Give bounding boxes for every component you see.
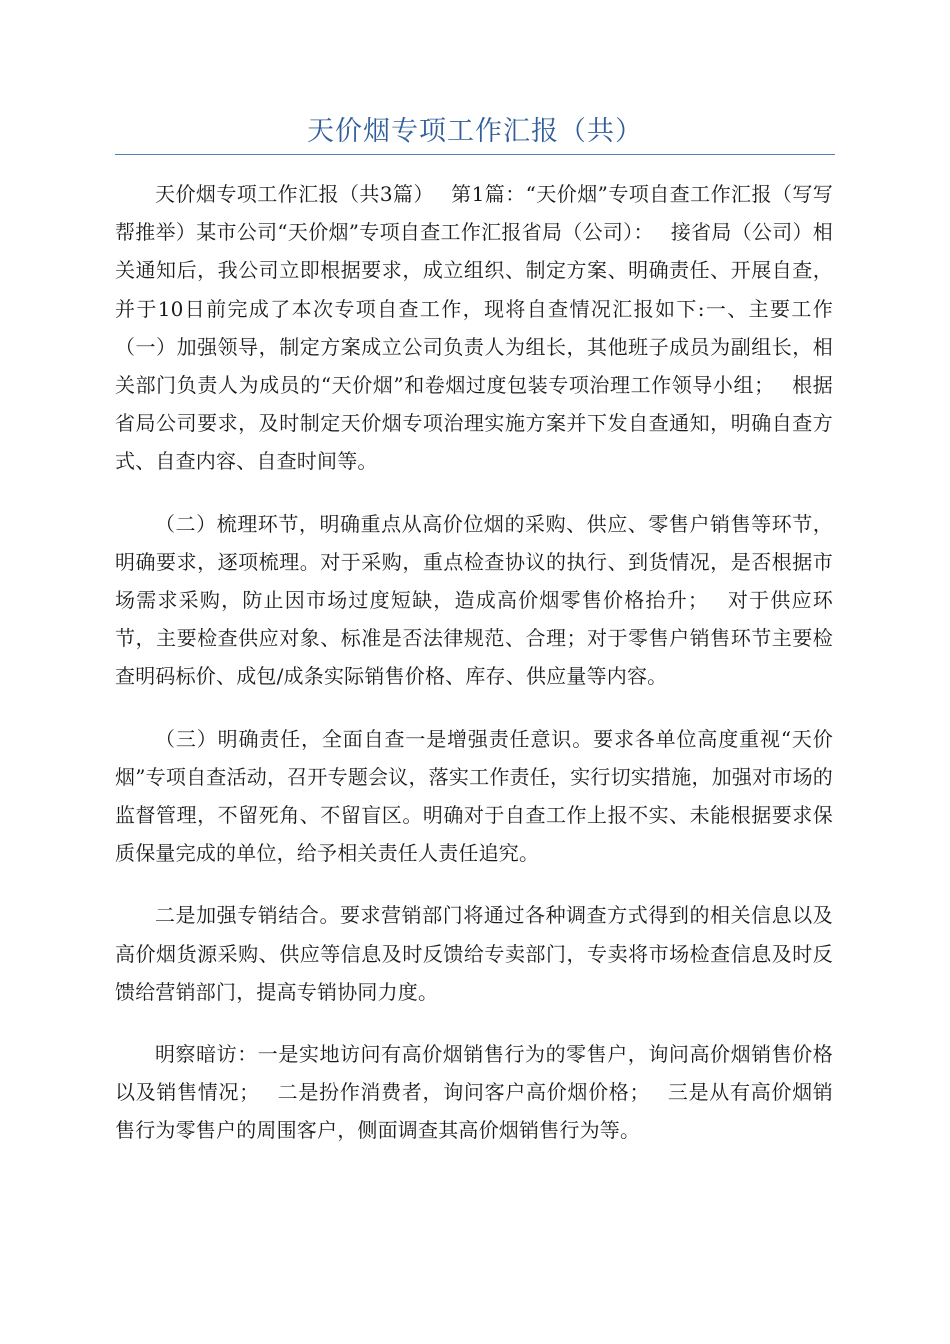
paragraph-5: 明察暗访：一是实地访问有高价烟销售行为的零售户，询问高价烟销售价格以及销售情况； 二是扮作消费者，询问客户高价烟价格； 三是从有高价烟销售行为零售户的周围客户，侧面调查其高价烟销售行为等。 — [115, 1042, 833, 1143]
document-body — [115, 175, 833, 1174]
document-title: 天价烟专项工作汇报（共） — [307, 116, 643, 147]
title-underline — [115, 154, 835, 155]
paragraph-2: （二）梳理环节，明确重点从高价位烟的采购、供应、零售户销售等环节，明确要求，逐项梳理。对于采购，重点检查协议的执行、到货情况，是否根据市场需求采购，防止因市场过度短缺，造成高价烟零售价格抬升； 对于供应环节，主要检查供应对象、标准是否法律规范、合理；对于零售户销售环节主要检查明码标价、成包/成条实际销售价格、库存、供应量等内容。 — [115, 511, 833, 689]
paragraph-4: 二是加强专销结合。要求营销部门将通过各种调查方式得到的相关信息以及高价烟货源采购、供应等信息及时反馈给专卖部门，专卖将市场检查信息及时反馈给营销部门，提高专销协同力度。 — [115, 903, 833, 1004]
paragraph-1: 天价烟专项工作汇报（共3篇） 第1篇：“天价烟”专项自查工作汇报（写写帮推举）某市公司“天价烟”专项自查工作汇报省局（公司）： 接省局（公司）相关通知后，我公司立即根据要求，成立组织、制定方案、明确责任、开展自查，并于10日前完成了本次专项自查工作，现将自查情况汇报如下:一、主要工作（一）加强领导，制定方案成立公司负责人为组长，其他班子成员为副组长，相关部门负责人为成员的“天价烟”和卷烟过度包装专项治理工作领导小组； 根据省局公司要求，及时制定天价烟专项治理实施方案并下发自查通知，明确自查方式、自查内容、自查时间等。 — [115, 182, 833, 474]
paragraph-3: （三）明确责任，全面自查一是增强责任意识。要求各单位高度重视“天价烟”专项自查活动，召开专题会议，落实工作责任，实行切实措施，加强对市场的监督管理，不留死角、不留盲区。明确对于自查工作上报不实、未能根据要求保质保量完成的单位，给予相关责任人责任追究。 — [115, 726, 833, 866]
